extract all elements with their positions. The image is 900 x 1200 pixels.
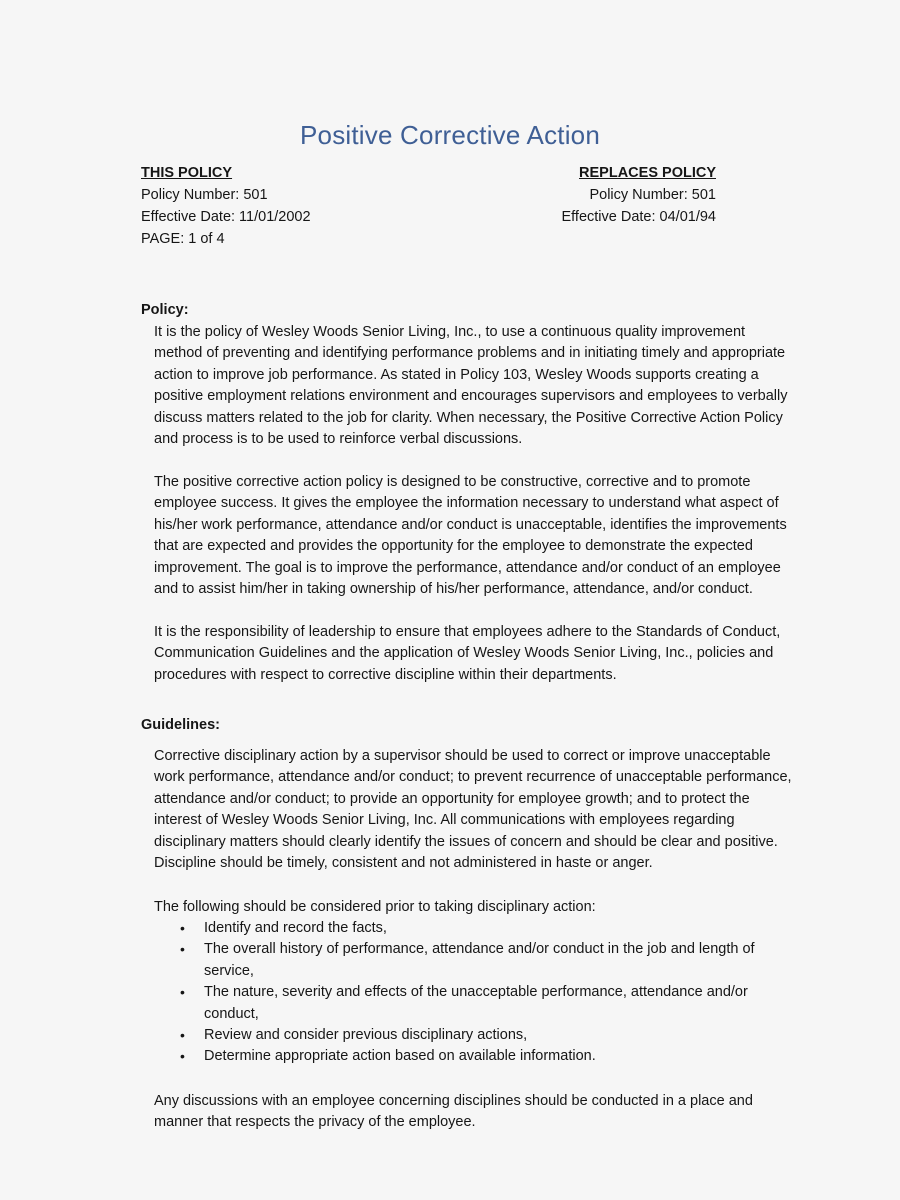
list-item: • Identify and record the facts, [154, 918, 774, 939]
page-number: PAGE: 1 of 4 [141, 231, 225, 247]
list-item: • The nature, severity and effects of the unacceptable performance, attendance and/or conduct, [180, 984, 748, 1022]
document-title: Positive Corrective Action [300, 120, 600, 150]
guidelines-paragraph-2: The following should be considered prior to taking disciplinary action: [154, 899, 596, 915]
bullet-icon: • [180, 1027, 185, 1044]
considerations-list [154, 918, 774, 1068]
guidelines-heading: Guidelines: [141, 717, 220, 733]
list-item: • Determine appropriate action based on available information. [154, 1046, 774, 1067]
policy-heading: Policy: [141, 302, 189, 318]
replaces-policy-heading: REPLACES POLICY [579, 165, 716, 181]
bullet-icon: • [180, 920, 185, 936]
replaces-policy-block [561, 162, 716, 228]
bullet-icon: • [180, 1048, 185, 1065]
guidelines-paragraph-1: Corrective disciplinary action by a supervisor should be used to correct or improve unacceptable work performance, attendance and/or conduct; to prevent recurrence of unacceptable performance, attendance and/or conduct; to provide an opportunity for employee growth; and to protect the interest of Wesley Woods Senior Living, Inc. All communications with employees regarding disciplinary matters should clearly identify the issues of concern and should be clear and positive. Discipline should be timely, consistent and not administered in haste or anger. [154, 748, 792, 872]
policy-paragraph-3: It is the responsibility of leadership to ensure that employees adhere to the Standards of Conduct, Communication Guidelines and the application of Wesley Woods Senior Living, Inc., policies and procedures with respect to corrective discipline within their departments. [154, 624, 781, 683]
this-policy-effective-date: Effective Date: 11/01/2002 [141, 209, 311, 225]
bullet-icon: • [180, 941, 185, 958]
privacy-paragraph: Any discussions with an employee concerning disciplines should be conducted in a place and manner that respects the privacy of the employee. [154, 1093, 753, 1131]
list-item: • Review and consider previous disciplinary actions, [154, 1025, 774, 1046]
bullet-icon: • [180, 984, 185, 1001]
replaces-policy-effective-date: Effective Date: 04/01/94 [561, 209, 716, 225]
replaces-policy-number: Policy Number: 501 [589, 187, 716, 203]
this-policy-block [141, 162, 311, 250]
this-policy-heading: THIS POLICY [141, 165, 233, 181]
policy-paragraph-2: The positive corrective action policy is designed to be constructive, corrective and to promote employee success. It gives the employee the information necessary to understand what aspect of his/her work performance, attendance and/or conduct is unacceptable, identifies the improvements that are expected and provides the opportunity for the employee to demonstrate the expected improvement. The goal is to improve the performance, attendance and/or conduct of an employee and to assist him/her in taking ownership of his/her performance, attendance, and/or conduct. [154, 474, 787, 598]
this-policy-number: Policy Number: 501 [141, 187, 268, 203]
list-item: • The overall history of performance, attendance and/or conduct in the job and length of service, [180, 941, 755, 979]
policy-paragraph-1: It is the policy of Wesley Woods Senior Living, Inc., to use a continuous quality improvement method of preventing and identifying performance problems and in initiating timely and appropriate action to improve job performance. As stated in Policy 103, Wesley Woods supports creating a positive employment relations environment and encourages supervisors and employees to verbally discuss matters related to the job for clarity. When necessary, the Positive Corrective Action Policy and process is to be used to reinforce verbal discussions. [154, 324, 788, 448]
